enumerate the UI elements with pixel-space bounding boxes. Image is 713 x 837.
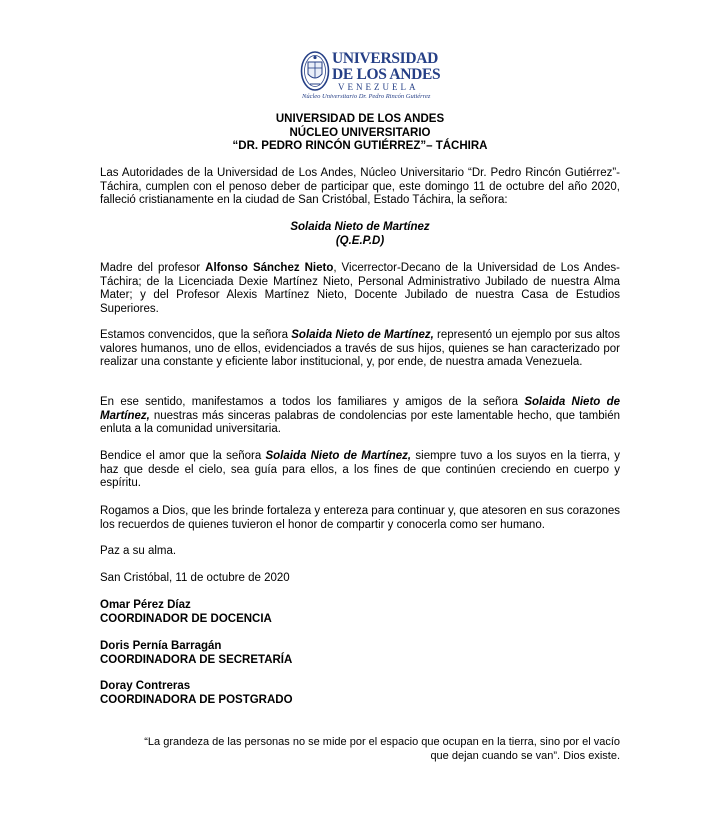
quote-line-2: que dejan cuando se van”. Dios existe. [430, 749, 620, 762]
p1-bold-name: Alfonso Sánchez Nieto [205, 262, 334, 274]
p2-bold-name: Solaida Nieto de Martínez, [291, 329, 434, 341]
university-seal-icon [300, 50, 330, 92]
signature-title: COORDINADORA DE SECRETARÍA [100, 653, 293, 666]
logo-line-1: UNIVERSIDAD [332, 50, 439, 67]
p4-text-a: Bendice el amor que la señora [100, 450, 266, 462]
paragraph-family [100, 262, 620, 316]
signature-title: COORDINADOR DE DOCENCIA [100, 612, 272, 625]
paragraph-prayer: Rogamos a Dios, que les brinde fortaleza y entereza para continuar y, que atesoren en sus corazones los recuerdos de quienes tuvieron el honor de compartir y conocerla como ser humano. [100, 505, 620, 531]
deceased-name: Solaida Nieto de Martínez [290, 221, 430, 233]
signature-title: COORDINADORA DE POSTGRADO [100, 693, 293, 706]
logo-line-4: Núcleo Universitario Dr. Pedro Rincón Gutiérrez [302, 93, 431, 100]
heading-line-2: NÚCLEO UNIVERSITARIO [289, 126, 431, 139]
p1-text-c: , Vicerrector-Decano de la Universidad de Los Andes-Táchira; de la Licenciada Dexie Martínez Nieto, Personal Administrativo Jubilado de nuestra Alma Mater; y del Profesor Alexis Martínez Nieto, Docente Jubilado de nuestra Casa de Estudios Superiores. [100, 262, 621, 315]
paragraph-blessing [100, 450, 620, 491]
signature-name: Doris Pernía Barragán [100, 640, 222, 652]
p3-text-c: nuestras más sinceras palabras de condolencias por este lamentable hecho, que también enluta a la comunidad universitaria. [100, 409, 620, 436]
logo-line-2: DE LOS ANDES [332, 66, 441, 83]
p4-text-c: siempre tuvo a los suyos en la tierra, y haz que desde el cielo, sea guía para ellos, a los fines de que continúen creciendo en cuerpo y espíritu. [100, 450, 621, 490]
p3-text-a: En ese sentido, manifestamos a todos los familiares y amigos de la señora [100, 396, 525, 408]
p1-text-a: Madre del profesor [100, 262, 206, 274]
logo-line-3: VENEZUELA [338, 82, 419, 92]
signature-2 [100, 640, 292, 667]
signature-1 [100, 599, 272, 626]
deceased-block [100, 221, 620, 248]
quote-line-1: “La grandeza de las personas no se mide por el espacio que ocupan en la tierra, sino por el vacío [144, 736, 620, 748]
signature-3 [100, 680, 293, 707]
deceased-qepd: (Q.E.P.D) [335, 234, 385, 247]
dateline: San Cristóbal, 11 de octubre de 2020 [100, 572, 290, 584]
heading-line-1: UNIVERSIDAD DE LOS ANDES [275, 113, 445, 125]
signature-name: Doray Contreras [100, 680, 191, 692]
university-logo [300, 48, 441, 104]
p2-text-c: representó un ejemplo por sus altos valores humanos, uno de ellos, evidenciados a través de sus hijos, quienes se han caracterizado por realizar una constante y eficiente labor institucional, y, por ende, de nuestra amada Venezuela. [100, 329, 621, 369]
intro-paragraph: Las Autoridades de la Universidad de Los Andes, Núcleo Universitario “Dr. Pedro Rincón Gutiérrez”- Táchira, cumplen con el penoso deber de participar que, este domingo 11 de octubre del año 2020, falleció cristianamente en la ciudad de San Cristóbal, Estado Táchira, la señora: [100, 167, 620, 207]
closing-quote [100, 736, 620, 763]
paragraph-condolences [100, 396, 620, 437]
signature-name: Omar Pérez Díaz [100, 599, 191, 611]
paragraph-values [100, 329, 620, 370]
paragraph-peace: Paz a su alma. [100, 545, 177, 557]
p2-text-a: Estamos convencidos, que la señora [100, 329, 292, 341]
document-heading [100, 113, 620, 154]
heading-line-3: “DR. PEDRO RINCÓN GUTIÉRREZ”– TÁCHIRA [232, 140, 488, 152]
p4-bold-name: Solaida Nieto de Martínez, [265, 450, 412, 462]
p3-bold-name: Solaida Nieto de Martínez, [100, 396, 621, 422]
